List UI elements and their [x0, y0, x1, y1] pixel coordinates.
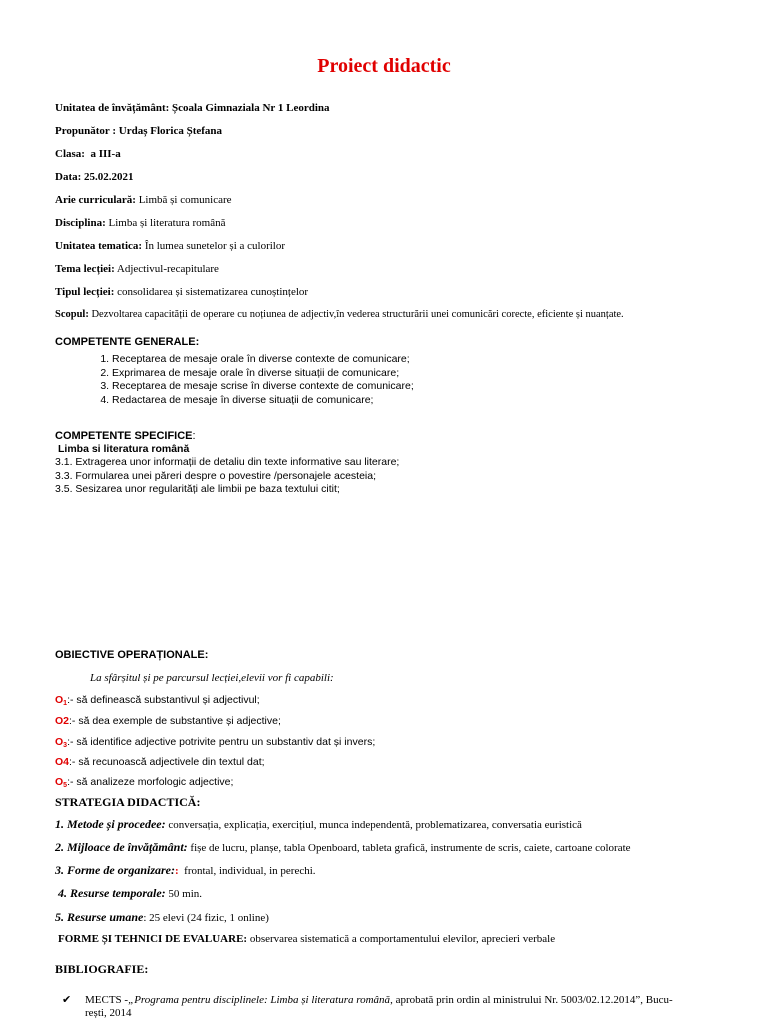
list-item: 3.1. Extragerea unor informații de detaliu din texte informative sau literare;: [55, 456, 400, 468]
list-item: 4. Redactarea de mesaje în diverse situații de comunicare;: [112, 394, 414, 408]
field-unitatea: Unitatea de învățământ: Școala Gimnaziala Nr 1 Leordina: [55, 102, 330, 114]
strategia-resurse-umane: 5. Resurse umane: 25 elevi (24 fizic, 1 online): [55, 910, 269, 924]
field-tipul: Tipul lecției: consolidarea și sistematizarea cunoștințelor: [55, 286, 309, 298]
field-clasa: Clasa: a III-a: [55, 148, 121, 160]
bibliografie-item: MECTS -„Programa pentru disciplinele: Limba și literatura română, aprobată prin ordin al ministrului Nr. 5003/02.12.2014”, Bucu-: [85, 994, 673, 1006]
strategia-resurse-temporale: 4. Resurse temporale: 50 min.: [58, 886, 203, 900]
field-tema: Tema lecției: Adjectivul-recapitulare: [55, 263, 219, 275]
bibliografie-heading: BIBLIOGRAFIE:: [55, 962, 149, 976]
field-disciplina: Disciplina: Limba și literatura română: [55, 217, 226, 229]
strategia-forme: 3. Forme de organizare:: frontal, individual, in perechi.: [55, 863, 316, 877]
list-item: 3. Receptarea de mesaje scrise în diverse contexte de comunicare;: [112, 380, 414, 394]
evaluare: FORME ȘI TEHNICI DE EVALUARE: observarea sistematică a comportamentului elevilor, aprecieri verbale: [58, 933, 556, 945]
check-icon: ✔: [62, 993, 72, 1006]
obiectiv-4: O4:- să recunoască adjectivele din textul dat;: [55, 756, 265, 768]
strategia-metode: 1. Metode și procedee: conversația, explicația, exercițiul, munca independentă, problematizarea, conversatia euristică: [55, 817, 582, 831]
list-item: 2. Exprimarea de mesaje orale în diverse situații de comunicare;: [112, 367, 414, 381]
field-propunator: Propunător : Urdaș Florica Ștefana: [55, 125, 223, 137]
obiectiv-1: $O_1:-$ să definească substantivul și adjectivul;: [55, 694, 260, 707]
competente-specifice-list: [55, 456, 399, 497]
field-arie: Arie curriculară: Limbă și comunicare: [55, 194, 232, 206]
obiectiv-3: $O_3:-$ să identifice adjective potrivite pentru un substantiv dat și invers;: [55, 736, 376, 749]
strategia-heading: STRATEGIA DIDACTICĂ:: [55, 795, 201, 809]
competente-specifice-heading: COMPETENTE SPECIFICE:: [55, 430, 196, 442]
obiectiv-5: $O_5:-$ să analizeze morfologic adjective;: [55, 776, 234, 789]
competente-specifice-subheading: Limba si literatura română: [58, 443, 190, 455]
obiective-heading: OBIECTIVE OPERAȚIONALE:: [55, 649, 209, 661]
field-data: Data: 25.02.2021: [55, 171, 134, 183]
field-unitatea-tematica: Unitatea tematica: În lumea sunetelor și a culorilor: [55, 240, 286, 252]
page-title: Proiect didactic: [317, 55, 451, 77]
obiectiv-2: O2:- să dea exemple de substantive și adjective;: [55, 715, 281, 727]
obiective-intro: La sfârșitul și pe parcursul lecției,elevii vor fi capabili:: [90, 672, 334, 684]
strategia-mijloace: 2. Mijloace de învățământ: fișe de lucru, planșe, tabla Openboard, tableta grafică, instrumente de scris, caiete, cartoane colorate: [55, 840, 631, 854]
competente-generale-list: [57, 353, 414, 407]
list-item: 1. Receptarea de mesaje orale în diverse contexte de comunicare;: [112, 353, 414, 367]
list-item: 3.5. Sesizarea unor regularități ale limbii pe baza textului citit;: [55, 483, 340, 495]
list-item: 3.3. Formularea unei păreri despre o povestire /personajele acesteia;: [55, 469, 377, 482]
bibliografie-item-line2: rești, 2014: [85, 1007, 132, 1019]
competente-generale-heading: COMPETENTE GENERALE:: [55, 336, 200, 348]
field-scopul: Scopul: Dezvoltarea capacității de operare cu noțiunea de adjectiv,în vederea structurării unei comunicări corecte, eficiente și nuanțate.: [55, 309, 624, 320]
